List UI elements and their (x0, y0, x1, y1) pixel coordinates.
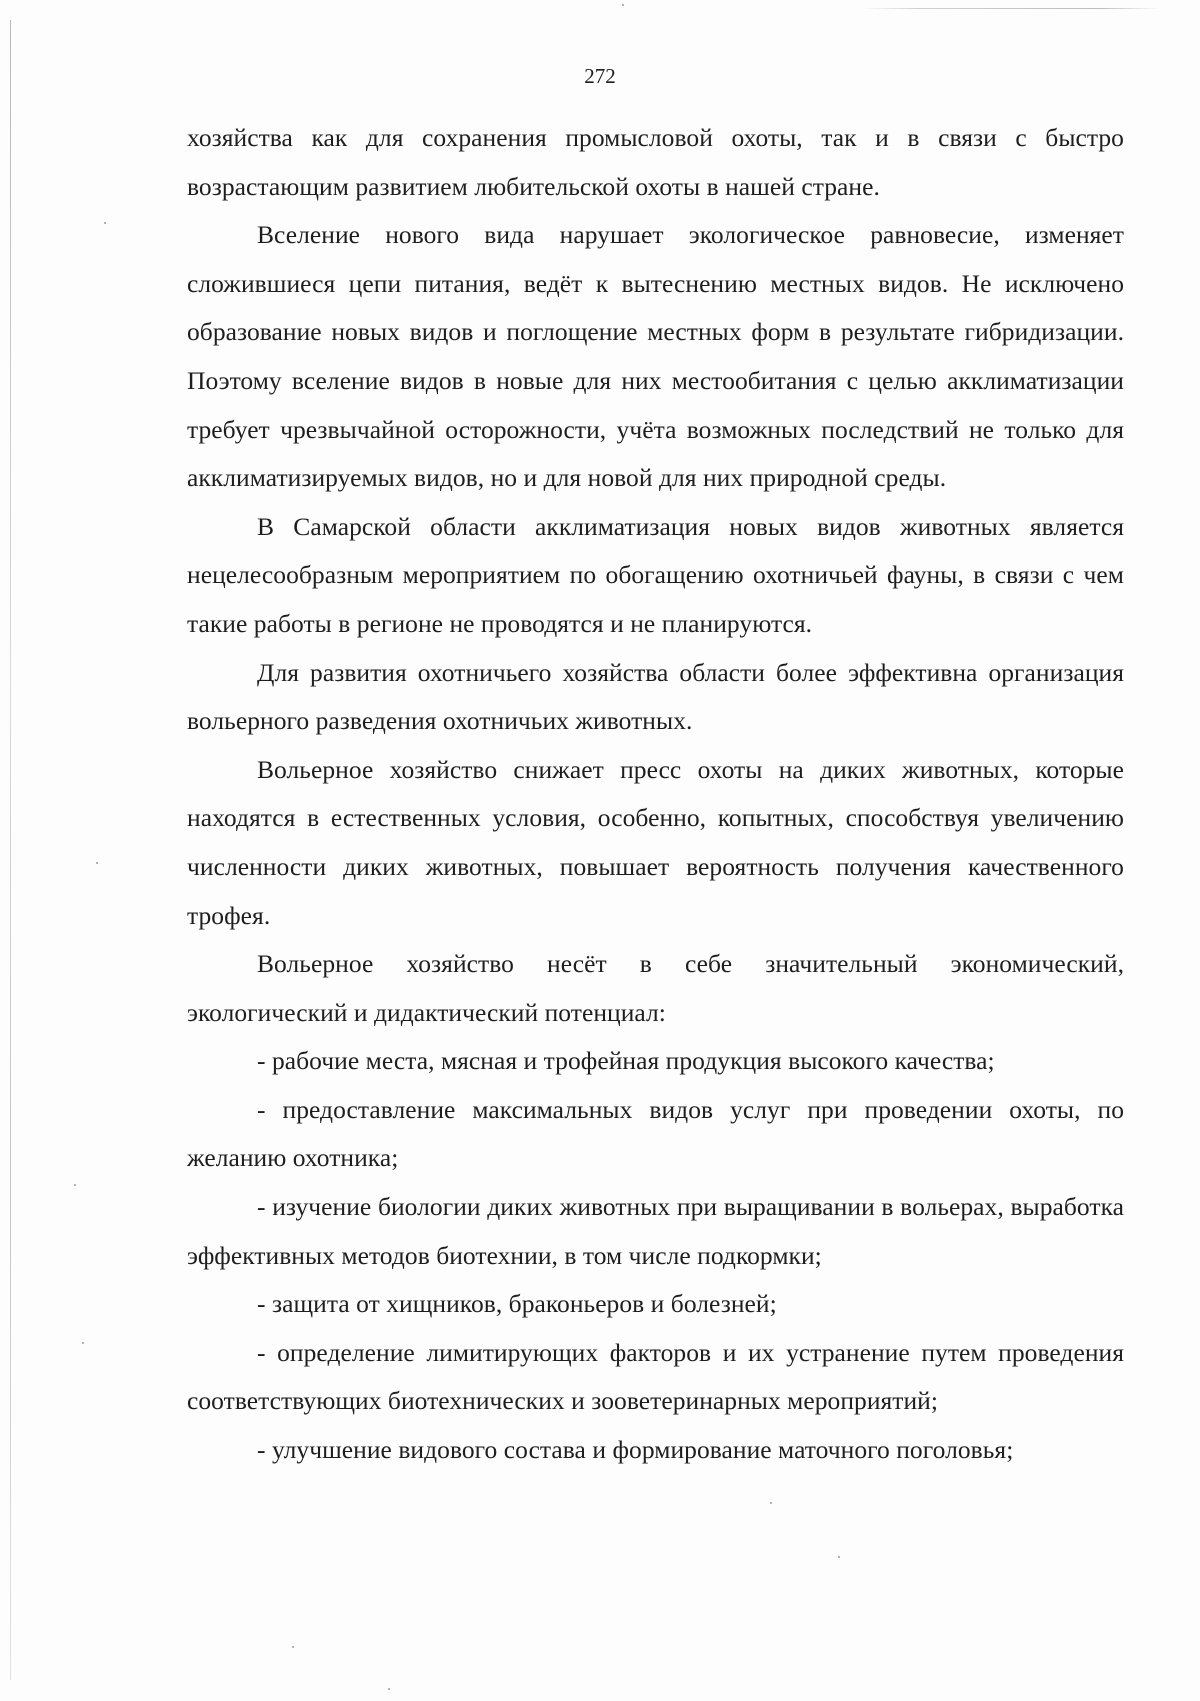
list-item-species-composition: - улучшение видового состава и формирование маточного поголовья; (257, 1435, 1014, 1465)
scan-speck (622, 4, 624, 6)
scan-speck (82, 1342, 84, 1344)
scan-speck (74, 1184, 76, 1186)
paragraph-enclosure-benefits: Вольерное хозяйство снижает пресс охоты на диких животных, которые находятся в естественных условия, особенно, копытных, способствуя увеличению численности диких животных, повышает вероятность получения качественного трофея. (187, 754, 1124, 930)
scan-speck (838, 1556, 840, 1558)
paragraph-enclosure-breeding: Для развития охотничьего хозяйства области более эффективна организация вольерного разведения охотничьих животных. (187, 657, 1124, 736)
scan-speck (292, 1646, 294, 1648)
list-item-protection: - защита от хищников, браконьеров и болезней; (257, 1289, 777, 1319)
document-body (187, 114, 1124, 1475)
list-item-services: - предоставление максимальных видов услуг при проведении охоты, по желанию охотника; (187, 1094, 1124, 1173)
scan-speck (104, 222, 106, 224)
scan-speck (96, 862, 98, 864)
scan-speck (388, 1688, 390, 1690)
paragraph-acclimatization-risks: Вселение нового вида нарушает экологическое равновесие, изменяет сложившиеся цепи питания, ведёт к вытеснению местных видов. Не исключено образование новых видов и поглощение местных форм в результате гибридизации. Поэтому вселение видов в новые для них местообитания с целью акклиматизации требует чрезвычайной осторожности, учёта возможных последствий не только для акклиматизируемых видов, но и для новой для них природной среды. (187, 220, 1124, 493)
list-item-limiting-factors: - определение лимитирующих факторов и их устранение путем проведения соответствующих биотехнических и зооветеринарных мероприятий; (187, 1337, 1124, 1416)
scan-speck (770, 1502, 772, 1504)
paragraph-continued: хозяйства как для сохранения промысловой охоты, так и в связи с быстро возрастающим развитием любительской охоты в нашей стране. (187, 123, 1124, 201)
page-number: 272 (584, 64, 616, 88)
paragraph-potential-intro: Вольерное хозяйство несёт в себе значительный экономический, экологический и дидактический потенциал: (187, 949, 1124, 1027)
list-item-biology-study: - изучение биологии диких животных при выращивании в вольерах, выработка эффективных методов биотехнии, в том числе подкормки; (187, 1192, 1124, 1270)
scan-edge-top (860, 8, 1160, 9)
paragraph-samara-region: В Самарской области акклиматизация новых видов животных является нецелесообразным мероприятием по обогащению охотничьей фауны, в связи с чем такие работы в регионе не проводятся и не планируются. (187, 511, 1124, 638)
scan-edge-left (10, 20, 11, 1680)
list-item-jobs: - рабочие места, мясная и трофейная продукция высокого качества; (257, 1046, 995, 1076)
